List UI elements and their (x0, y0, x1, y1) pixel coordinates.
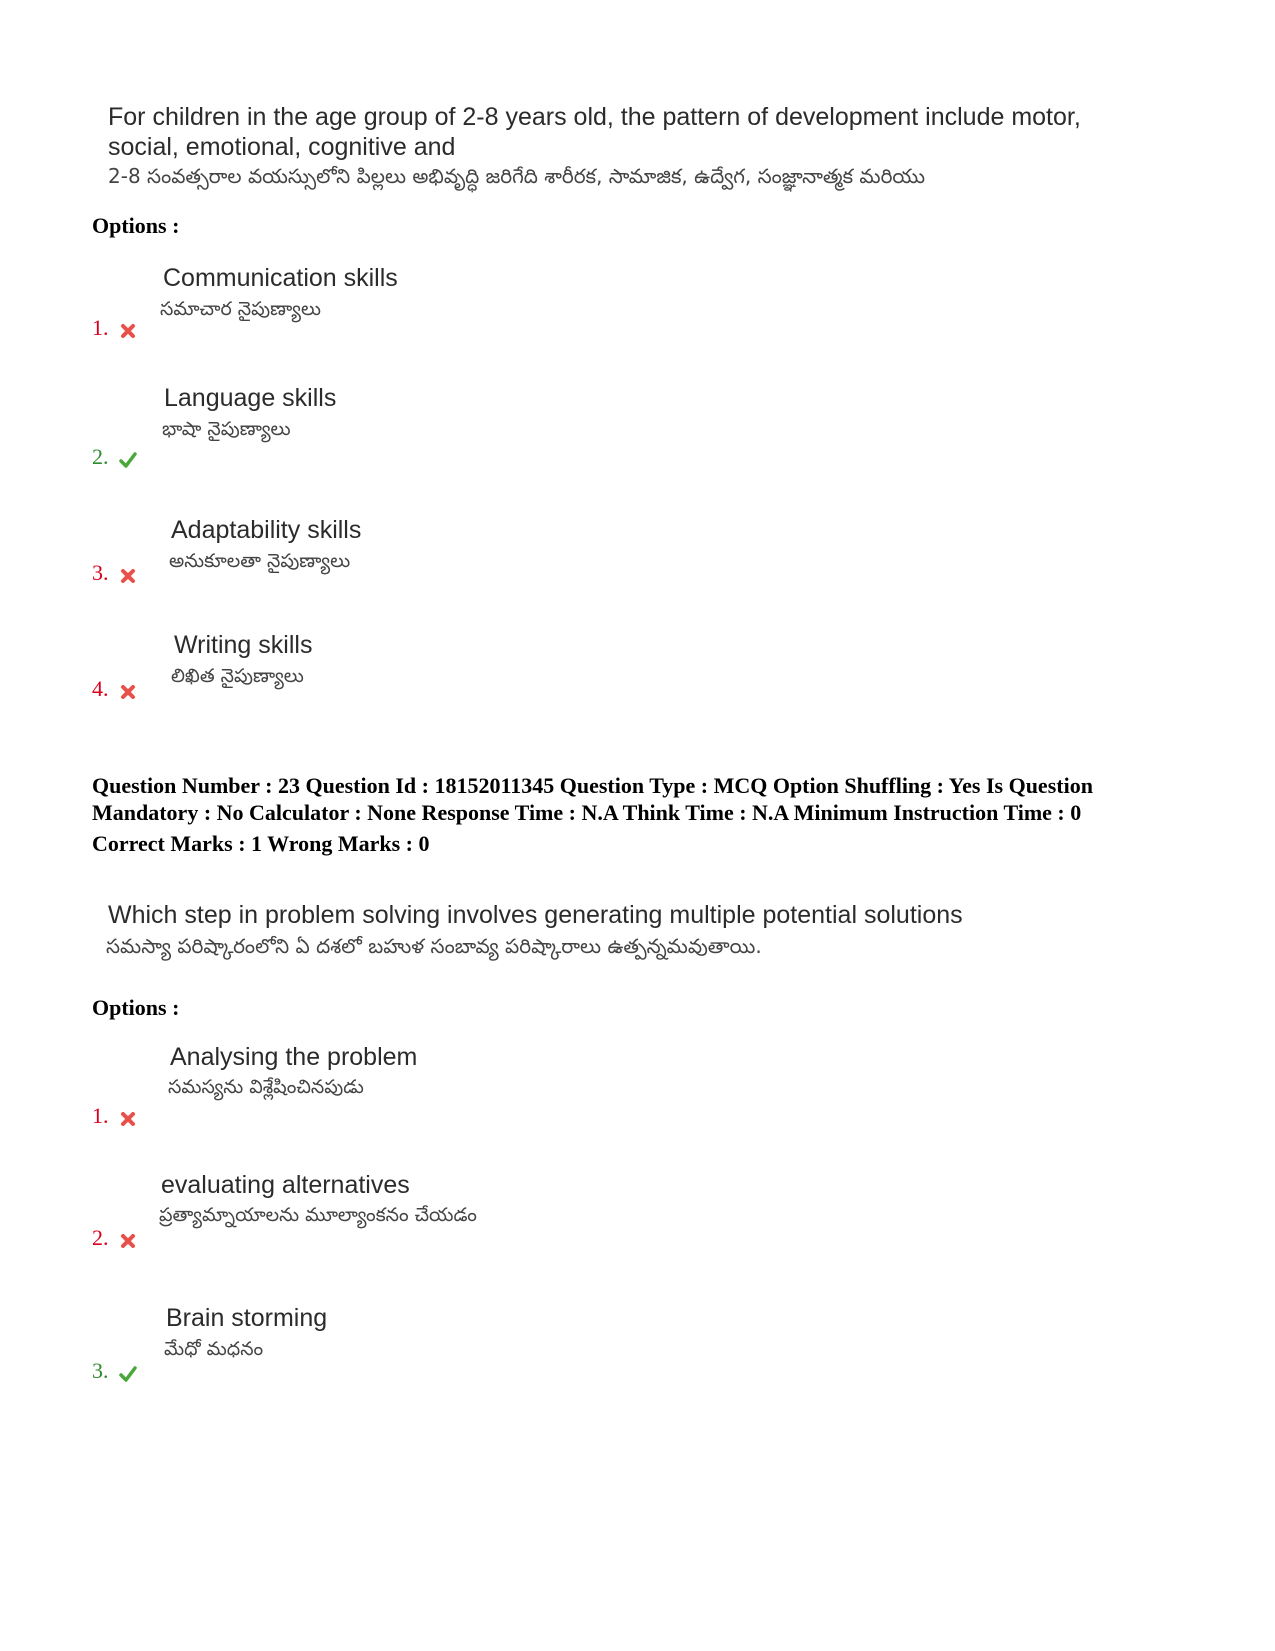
cross-icon (119, 567, 137, 585)
options-label: Options : (92, 213, 180, 238)
option-number-row (92, 1103, 137, 1129)
cross-icon (119, 1110, 137, 1128)
option-number: 4. (92, 676, 109, 701)
option-number-row (92, 444, 137, 470)
options-label: Options : (92, 995, 180, 1020)
option-text-te: ప్రత్యామ్నాయాలను మూల్యాంకనం చేయడం (159, 1204, 477, 1226)
option-number-row (92, 315, 137, 341)
question-23-text-en: Which step in problem solving involves generating multiple potential solutions (108, 901, 963, 929)
option-text-te: లిఖిత నైపుణ్యాలు (171, 665, 304, 687)
option-text-te: మేధో మధనం (164, 1338, 264, 1360)
option-number: 2. (92, 1225, 109, 1250)
option-number: 2. (92, 444, 109, 469)
question-22-text-te: 2-8 సంవత్సరాల వయస్సులోని పిల్లలు అభివృద్ధి జరిగేది శారీరక, సామాజిక, ఉద్వేగ, సంజ్ఞానాత్మక మరియు (108, 164, 926, 188)
cross-icon (119, 1232, 137, 1250)
option-text-en: Analysing the problem (170, 1043, 418, 1071)
option-number: 3. (92, 560, 109, 585)
option-text-en: Writing skills (174, 631, 313, 659)
option-text-te: భాషా నైపుణ్యాలు (162, 418, 291, 440)
option-number-row (92, 676, 137, 702)
option-text-en: Adaptability skills (171, 516, 362, 544)
option-text-en: Brain storming (166, 1304, 328, 1332)
option-text-te: అనుకూలతా నైపుణ్యాలు (169, 550, 351, 572)
question-marks-line: Correct Marks : 1 Wrong Marks : 0 (92, 831, 430, 856)
option-number-row (92, 1225, 137, 1251)
option-number-row (92, 1358, 137, 1384)
question-meta-line: Mandatory : No Calculator : None Response Time : N.A Think Time : N.A Minimum Instruction Time : 0 (92, 800, 1082, 825)
option-number: 3. (92, 1358, 109, 1383)
check-icon (119, 1365, 137, 1383)
option-number: 1. (92, 315, 109, 340)
option-text-te: సమాచార నైపుణ్యాలు (160, 298, 321, 320)
option-text-en: evaluating alternatives (161, 1171, 410, 1199)
option-text-te: సమస్యను విశ్లేషించినపుడు (168, 1076, 364, 1098)
cross-icon (119, 683, 137, 701)
check-icon (119, 451, 137, 469)
option-number-row (92, 560, 137, 586)
question-23-meta (92, 772, 1152, 857)
option-number: 1. (92, 1103, 109, 1128)
question-meta-line: Question Number : 23 Question Id : 18152011345 Question Type : MCQ Option Shuffling : Yes Is Question (92, 773, 1093, 798)
option-text-en: Language skills (164, 384, 337, 412)
cross-icon (119, 322, 137, 340)
question-22-text-en: For children in the age group of 2-8 years old, the pattern of development include motor, social, emotional, cognitive and (108, 103, 1081, 161)
option-text-en: Communication skills (163, 264, 398, 292)
question-23-text-te: సమస్యా పరిష్కారంలోని ఏ దశలో బహుళ సంబావ్య పరిష్కారాలు ఉత్పన్నమవుతాయి. (106, 934, 762, 958)
